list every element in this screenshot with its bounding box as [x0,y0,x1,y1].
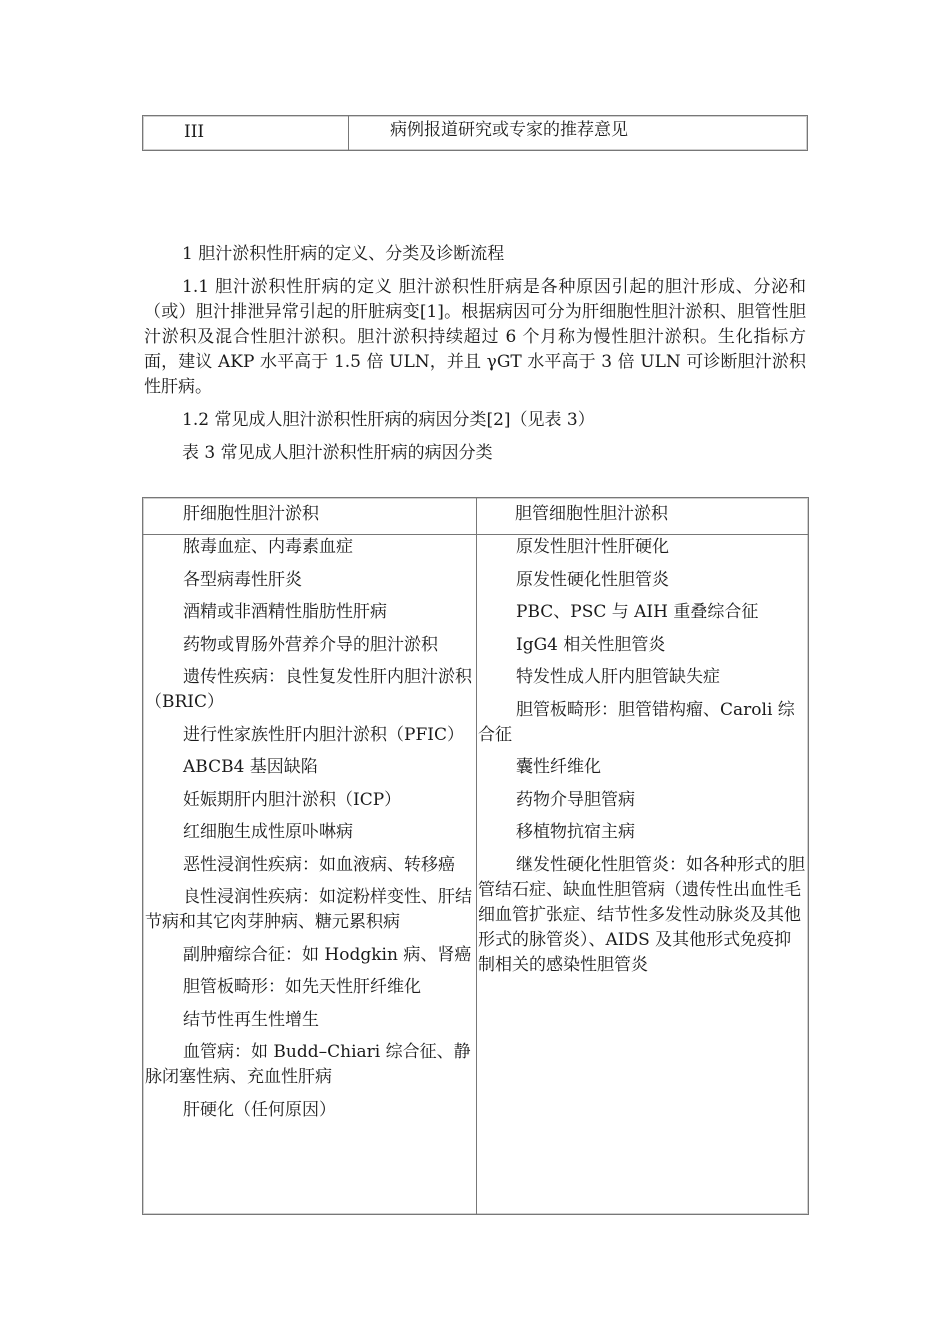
cholangiocellular-cause-item: 药物介导胆管病 [516,789,635,810]
hepatocellular-cause-item: 结节性再生性增生 [183,1009,319,1030]
hepatocellular-cause-item: 红细胞生成性原卟啉病 [183,822,353,842]
cholangiocellular-cause-item: 原发性胆汁性肝硬化 [516,537,669,557]
cholangiocellular-cause-item: 囊性纤维化 [516,757,601,777]
cholangiocellular-cause-item: IgG4 相关性胆管炎 [516,634,666,655]
hepatocellular-cause-item: 药物或胃肠外营养介导的胆汁淤积 [183,634,438,655]
hepatocellular-cause-item: 胆管板畸形：如先天性肝纤维化 [183,977,421,997]
cholangiocellular-cause-item: PBC、PSC 与 AIH 重叠综合征 [516,602,759,622]
hepatocellular-cause-list [145,535,475,1130]
etiology-table [142,497,809,1215]
evidence-description-cell: 病例报道研究或专家的推荐意见 [390,120,628,140]
paragraph-1-2: 1.2 常见成人胆汁淤积性肝病的病因分类[2]（见表 3） [182,410,595,430]
hepatocellular-cause-item: 遗传性疾病：良性复发性肝内胆汁淤积（BRIC） [145,667,472,712]
table-caption: 表 3 常见成人胆汁淤积性肝病的病因分类 [182,443,493,463]
hepatocellular-cause-item: 各型病毒性肝炎 [183,569,302,590]
hepatocellular-cause-item: 肝硬化（任何原因） [183,1099,336,1120]
evidence-level-table [142,115,808,151]
hepatocellular-cause-item: ABCB4 基因缺陷 [183,757,318,777]
hepatocellular-cause-item: 良性浸润性疾病：如淀粉样变性、肝结节病和其它肉芽肿病、糖元累积病 [145,887,472,932]
cholangiocellular-cause-item: 原发性硬化性胆管炎 [516,569,669,590]
hepatocellular-cause-item: 脓毒血症、内毒素血症 [183,537,353,557]
hepatocellular-cause-item: 酒精或非酒精性脂肪性肝病 [183,602,387,622]
cholangiocellular-cause-item: 移植物抗宿主病 [516,822,635,842]
cholangiocellular-cause-item: 继发性硬化性胆管炎：如各种形式的胆管结石症、缺血性胆管病（遗传性出血性毛细血管扩张症、结节性多发性动脉炎及其他形式的脉管炎）、AIDS 及其他形式免疫抑制相关的感染性胆管炎 [478,854,805,975]
cholangiocellular-cause-item: 特发性成人肝内胆管缺失症 [516,667,720,687]
hepatocellular-cause-item: 血管病：如 Budd–Chiari 综合征、静脉闭塞性病、充血性肝病 [145,1042,471,1087]
cholangiocellular-cause-item: 胆管板畸形：胆管错构瘤、Caroli 综合征 [478,699,795,745]
hepatocellular-cause-item: 恶性浸润性疾病：如血液病、转移癌 [183,854,455,875]
section-heading: 1 胆汁淤积性肝病的定义、分类及诊断流程 [182,244,505,264]
column-divider [476,498,477,1214]
hepatocellular-cause-item: 进行性家族性肝内胆汁淤积（PFIC） [183,724,464,745]
cholangiocellular-cause-list [478,535,808,985]
header-hepatocellular: 肝细胞性胆汁淤积 [183,504,319,524]
evidence-level-cell: III [143,116,349,150]
hepatocellular-cause-item: 副肿瘤综合征：如 Hodgkin 病、肾癌 [183,944,472,965]
paragraph-1-1: 1.1 胆汁淤积性肝病的定义 胆汁淤积性肝病是各种原因引起的胆汁形成、分泌和（或）胆汁排泄异常引起的肝脏病变[1]。根据病因可分为肝细胞性胆汁淤积、胆管性胆汁淤积及混合性胆汁淤积。胆汁淤积持续超过 6 个月称为慢性胆汁淤积。生化指标方面，建议 AKP 水平高于 1.5 倍 ULN，并且 γGT 水平高于 3 倍 ULN 可诊断胆汁淤积性肝病。 [144,277,806,397]
hepatocellular-cause-item: 妊娠期肝内胆汁淤积（ICP） [183,789,402,810]
header-cholangiocellular: 胆管细胞性胆汁淤积 [515,504,668,524]
